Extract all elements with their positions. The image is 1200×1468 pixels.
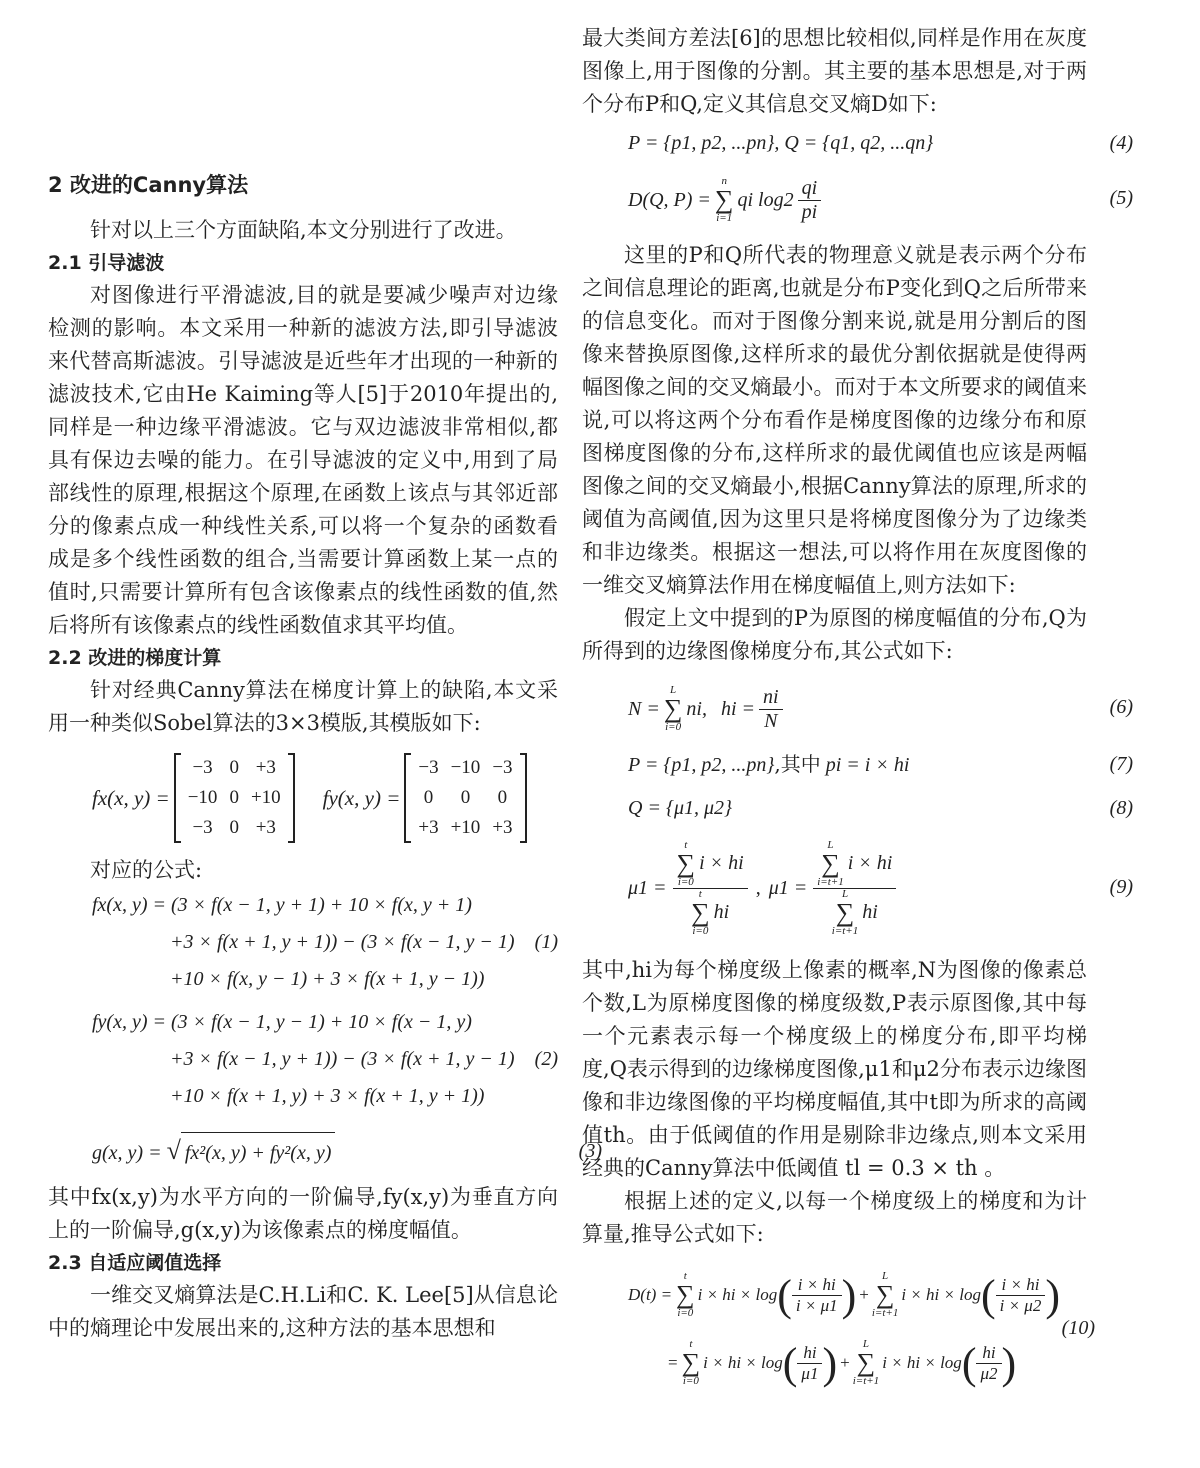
equation-6-denominator: N <box>764 709 778 732</box>
equation-4 <box>582 121 1133 165</box>
equation-8 <box>582 786 1133 830</box>
equation-9-sum-2-bottom: i=0 <box>692 924 709 937</box>
matrix-fy-cell: +3 <box>418 817 439 838</box>
equation-10-line-1-term-a: i × hi × log <box>697 1285 778 1304</box>
equation-10-line-1-fraction-b <box>996 1275 1046 1316</box>
equation-10-line-1-denominator-b: i × μ2 <box>999 1295 1042 1315</box>
equation-7-tail: pi = i × hi <box>825 754 910 776</box>
equation-9-sum-1-bottom: i=0 <box>677 875 694 888</box>
matrix-fx-cell: −3 <box>192 757 213 778</box>
equation-6-term: ni, <box>686 697 707 720</box>
matrix-fx-cell: −10 <box>187 787 218 808</box>
equation-2-number: (2) <box>534 1048 558 1070</box>
equation-6-sum-top: L <box>670 684 677 696</box>
equation-5-number: (5) <box>1109 187 1133 209</box>
equation-3-lhs: g(x, y) = <box>92 1142 162 1164</box>
equation-10-sum-3: t ∑ i=0 <box>681 1338 701 1387</box>
section-2-3-body: 一维交叉熵算法是C.H.Li和C. K. Lee[5]从信息论中的熵理论中发展出来的,这种方法的基本思想和 <box>48 1283 558 1340</box>
matrix-fx <box>174 753 295 843</box>
right-paragraph-5: 根据上述的定义,以每一个梯度级上的梯度和为计算量,推导公式如下: <box>582 1189 1087 1246</box>
section-2-title: 2 改进的Canny算法 <box>48 173 249 197</box>
equation-3-radicand: fx²(x, y) + fy²(x, y) <box>181 1132 336 1173</box>
gradient-template-matrices <box>92 748 558 848</box>
equation-9-sum-4: L ∑ i=t+1 <box>831 887 859 937</box>
equation-9-lhs-2: μ1 = <box>768 876 808 899</box>
equation-8-body: Q = {μ1, μ2} <box>628 797 733 819</box>
equation-9-sum-3-top: L <box>827 838 834 851</box>
matrix-fx-cell: −3 <box>192 817 213 838</box>
equation-9-sum-1-top: t <box>684 838 688 851</box>
matrix-fy-row <box>412 783 518 813</box>
equation-10-number: (10) <box>1061 1317 1095 1339</box>
equation-10-sum-4-top: L <box>862 1338 870 1350</box>
equation-9-fraction-1 <box>673 840 748 937</box>
section-2-3-title: 2.3 自适应阈值选择 <box>48 1252 222 1274</box>
matrix-fy <box>404 753 526 843</box>
equation-9-denominator-1 <box>673 889 748 937</box>
matrix-fx-cell: +3 <box>255 817 276 838</box>
equation-1 <box>92 887 558 998</box>
equation-9-numerator-2-term: i × hi <box>847 852 893 874</box>
equation-10-sum-1: t ∑ i=0 <box>676 1270 695 1319</box>
section-2-1-body: 对图像进行平滑滤波,目的就是要减少噪声对边缘检测的影响。本文采用一种新的滤波方法,即引导滤波来代替高斯滤波。引导滤波是近些年才出现的一种新的滤波技术,它由He Kaiming等人[5]于2010年提出的,同样是一种边缘平滑滤波。它与双边滤波非常相似,都具有保边去噪的能力。在引导滤波的定义中,用到了局部线性的原理,根据这个原理,在函数上该点与其邻近部分的像素点成一种线性关系,可以将一个复杂的函数看成是多个线性函数的组合,当需要计算函数上某一点的值时,只需要计算所有包含该像素点的线性函数的值,然后将所有该像素点的线性函数值求其平均值。 <box>48 283 558 637</box>
matrix-fx-cell: 0 <box>229 817 239 838</box>
matrix-fy-cell: −10 <box>450 757 481 778</box>
right-column <box>582 22 1133 1397</box>
equation-8-number: (8) <box>1109 797 1133 819</box>
equation-9-number: (9) <box>1109 876 1133 898</box>
equation-10-line-1-denominator-a: i × μ1 <box>795 1295 838 1315</box>
section-2-1-title: 2.1 引导滤波 <box>48 252 165 274</box>
equation-9-sum-1: t ∑ i=0 <box>676 838 696 888</box>
section-2-intro: 针对以上三个方面缺陷,本文分别进行了改进。 <box>90 218 517 242</box>
equation-9-numerator-1-term: i × hi <box>699 852 744 874</box>
equation-10-lhs: D(t) = <box>628 1285 673 1304</box>
equation-1-line-3: +10 × f(x, y − 1) + 3 × f(x + 1, y − 1)) <box>170 968 485 990</box>
matrix-fy-row <box>412 753 518 783</box>
equation-5-sum: n ∑ i=1 <box>714 175 734 224</box>
equation-10-line-2-denominator-b: μ2 <box>980 1363 998 1383</box>
matrix-fy-cell: 0 <box>423 787 434 808</box>
equation-10-line-1-numerator-b: i × hi <box>996 1275 1046 1296</box>
equation-10-line-2-numerator-b: hi <box>976 1343 1001 1364</box>
equation-9-sum-4-top: L <box>841 887 849 900</box>
equation-9-numerator-1 <box>673 840 748 889</box>
section-2-2-body: 针对经典Canny算法在梯度计算上的缺陷,本文采用一种类似Sobel算法的3×3模版,其模版如下: <box>48 678 558 735</box>
equation-5-fraction <box>798 177 822 224</box>
equation-9-denominator-2 <box>813 889 896 937</box>
equation-2-line-3: +10 × f(x + 1, y) + 3 × f(x + 1, y + 1)) <box>170 1085 485 1107</box>
equation-6-fraction <box>759 686 783 733</box>
equation-7-number: (7) <box>1109 753 1133 775</box>
matrix-fy-cell: +3 <box>492 817 513 838</box>
equation-9-sum-2-top: t <box>698 887 702 900</box>
equation-10-line-1: D(t) = t ∑ i=0 i × hi × log ( $\frac{i \times hi}{i \times \mu 1}$ ) + L ∑ i=t+1 i × hi × log ( $\frac{i \times hi}{i \times \mu 2}$ ) <box>628 1270 1060 1320</box>
equation-9-sum-4-bottom: i=t+1 <box>831 924 859 937</box>
equation-6-lhs-2: hi = <box>720 697 756 720</box>
equation-10-sum-2-bottom: i=t+1 <box>871 1307 899 1319</box>
matrix-fy-cell: +10 <box>450 817 481 838</box>
equation-9-lhs-1: μ1 = <box>628 876 667 899</box>
equation-9-sum-3: L ∑ i=t+1 <box>817 838 844 888</box>
equation-9-denominator-1-term: hi <box>713 901 730 923</box>
right-paragraph-1: 最大类间方差法[6]的思想比较相似,同样是作用在灰度图像上,用于图像的分割。其主要的基本思想是,对于两个分布P和Q,定义其信息交叉熵D如下: <box>582 26 1087 116</box>
matrix-fy-row <box>412 813 518 843</box>
matrix-fx-row <box>182 753 287 783</box>
matrix-fy-cell: −3 <box>418 757 439 778</box>
equation-6-sum-bottom: i=0 <box>665 721 682 733</box>
equation-6-numerator: ni <box>759 686 783 710</box>
equation-10-line-2-fraction-a <box>797 1343 822 1384</box>
equation-2 <box>92 1004 558 1115</box>
section-2-2-title: 2.2 改进的梯度计算 <box>48 647 222 669</box>
equation-10-line-2-denominator-a: μ1 <box>801 1363 819 1383</box>
equation-9-numerator-2 <box>813 840 896 889</box>
matrix-fx-cell: +3 <box>255 757 276 778</box>
equation-6-lhs: N = <box>628 697 660 720</box>
equation-1-line-1: fx(x, y) = (3 × f(x − 1, y + 1) + 10 × f(x, y + 1) <box>92 894 472 916</box>
equation-10-sum-4-bottom: i=t+1 <box>852 1375 880 1387</box>
equation-10-sum-1-top: t <box>683 1270 687 1282</box>
equation-9-denominator-2-term: hi <box>862 901 878 923</box>
equation-5-numerator: qi <box>798 177 822 201</box>
matrix-fx-row <box>182 813 287 843</box>
equation-7-body: P = {p1, p2, ...pn} <box>628 754 775 776</box>
equation-10-sum-1-bottom: i=0 <box>677 1307 694 1319</box>
equation-10 <box>582 1261 1095 1397</box>
equation-10-sum-3-bottom: i=0 <box>682 1375 699 1387</box>
formula-lead: 对应的公式: <box>90 858 203 882</box>
equation-2-line-2: +3 × f(x − 1, y + 1)) − (3 × f(x + 1, y − 1) <box>170 1048 515 1070</box>
matrix-fx-cell: 0 <box>229 787 239 808</box>
equation-1-number: (1) <box>534 931 558 953</box>
equation-4-body: P = {p1, p2, ...pn}, Q = {q1, q2, ...qn} <box>628 132 934 154</box>
equation-9-sum-2: t ∑ i=0 <box>691 887 710 937</box>
equation-10-sum-3-top: t <box>689 1338 693 1350</box>
matrix-fy-cell: 0 <box>460 787 471 808</box>
equation-7-connector: ,其中 <box>774 752 821 776</box>
equation-10-line-2-numerator-a: hi <box>797 1343 822 1364</box>
equation-5-sum-bottom: i=1 <box>716 212 733 224</box>
equation-5-sum-top: n <box>721 175 727 187</box>
equation-6 <box>582 676 1133 742</box>
equation-10-line-2-fraction-b <box>976 1343 1001 1384</box>
equation-2-line-1: fy(x, y) = (3 × f(x − 1, y − 1) + 10 × f(x − 1, y) <box>92 1011 472 1033</box>
equation-10-line-1-term-b: i × hi × log <box>901 1285 981 1304</box>
equation-5-term: qi log2 <box>737 188 794 211</box>
equation-3: g(x, y) = √ fx²(x, y) + fy²(x, y) (3) <box>92 1131 602 1171</box>
equation-3-number: (3) <box>578 1140 602 1162</box>
equation-7 <box>582 742 1133 786</box>
equation-9-fraction-2 <box>813 840 896 937</box>
equation-10-line-2-term-a: i × hi × log <box>703 1353 783 1372</box>
right-paragraph-3: 假定上文中提到的P为原图的梯度幅值的分布,Q为所得到的边缘图像梯度分布,其公式如下: <box>582 606 1087 663</box>
right-paragraph-4: 其中,hi为每个梯度级上像素的概率,N为图像的像素总个数,L为原梯度图像的梯度级数,P表示原图像,其中每一个元素表示每一个梯度级上的梯度分布,即平均梯度,Q表示得到的边缘梯度图像,μ1和μ2分布表示边缘图像和非边缘图像的平均梯度幅值,其中t即为所求的高阈值th。由于低阈值的作用是剔除非边缘点,则本文采用经典的Canny算法中低阈值 tl = 0.3 × th 。 <box>582 958 1087 1180</box>
equation-10-sum-4: L ∑ i=t+1 <box>852 1338 880 1387</box>
equation-10-line-1-fraction-a <box>792 1275 842 1316</box>
matrix-fx-row <box>182 783 287 813</box>
equation-9-sum-3-bottom: i=t+1 <box>817 875 844 888</box>
equation-1-line-2: +3 × f(x + 1, y + 1)) − (3 × f(x − 1, y − 1) <box>170 931 515 953</box>
equation-6-number: (6) <box>1109 696 1133 718</box>
left-column <box>48 168 602 1345</box>
matrix-fx-label: fx(x, y) = <box>92 785 170 810</box>
equation-5-lhs: D(Q, P) = <box>628 188 711 211</box>
equation-5-denominator: pi <box>801 200 818 223</box>
equation-4-number: (4) <box>1109 132 1133 154</box>
right-paragraph-2: 这里的P和Q所代表的物理意义就是表示两个分布之间信息理论的距离,也就是分布P变化到Q之后所带来的信息变化。而对于图像分割来说,就是用分割后的图像来替换原图像,这样所求的最优分割依据就是使得两幅图像之间的交叉熵最小。而对于本文所要求的阈值来说,可以将这两个分布看作是梯度图像的边缘分布和原图梯度图像的分布,这样所求的最优阈值也应该是两幅图像之间的交叉熵最小,根据Canny算法的原理,所求的阈值为高阈值,因为这里只是将梯度图像分为了边缘类和非边缘类。根据这一想法,可以将作用在灰度图像的一维交叉熵算法作用在梯度幅值上,则方法如下: <box>582 243 1087 597</box>
equation-10-line-2: = t ∑ i=0 i × hi × log ( $\frac{hi}{\mu 1}$ ) + L ∑ i=t+1 i × hi × log ( $\frac{hi}{\mu 2}$ ) <box>668 1338 1017 1388</box>
equation-10-sum-2: L ∑ i=t+1 <box>871 1270 899 1319</box>
matrix-fy-cell: 0 <box>497 787 508 808</box>
matrix-fx-cell: +10 <box>250 787 281 808</box>
matrix-fx-cell: 0 <box>229 757 239 778</box>
equation-10-line-1-numerator-a: i × hi <box>792 1275 842 1296</box>
after-equation-3: 其中fx(x,y)为水平方向的一阶偏导,fy(x,y)为垂直方向上的一阶偏导,g(x,y)为该像素点的梯度幅值。 <box>48 1185 558 1242</box>
equation-10-sum-2-top: L <box>882 1270 889 1282</box>
matrix-fy-cell: −3 <box>492 757 513 778</box>
matrix-fy-label: fy(x, y) = <box>322 785 401 810</box>
equation-6-sum: L ∑ i=0 <box>663 684 683 733</box>
equation-5 <box>582 165 1133 235</box>
equation-9: μ1 = t ∑ i=0 i × hi t ∑ i=0 hi , μ1 = L ∑ i=t+1 i × hi L ∑ i=t+1 hi (9) <box>628 838 1133 937</box>
equation-10-line-2-term-b: i × hi × log <box>882 1353 962 1372</box>
